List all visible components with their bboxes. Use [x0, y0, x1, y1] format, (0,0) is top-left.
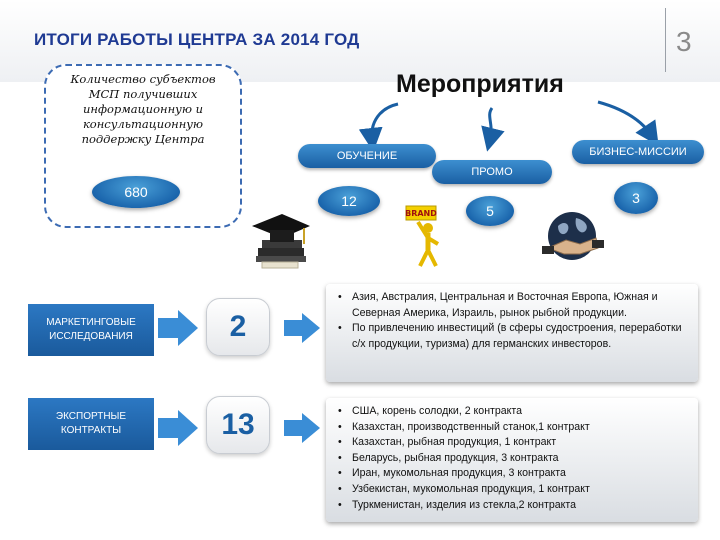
- marketing-research-box: [28, 304, 154, 356]
- export-contracts-label: ЭКСПОРТНЫЕ КОНТРАКТЫ: [55, 411, 127, 436]
- export-bullet-5: • Иран, мукомольная продукция, 3 контракта: [338, 466, 688, 482]
- marketing-research-panel: [326, 284, 698, 382]
- slide-number: 3: [676, 26, 692, 57]
- marketing-research-count: 2: [229, 310, 247, 343]
- marketing-bullet-1: • Азия, Австралия, Центральная и Восточная Европа, Южная и Северная Америка, Израиль, рынок рыбной продукции.: [338, 290, 688, 321]
- export-bullet-3: • Казахстан, рыбная продукция, 1 контракт: [338, 435, 688, 451]
- marketing-research-label: МАРКЕТИНГОВЫЕ ИССЛЕДОВАНИЯ: [46, 317, 136, 342]
- svg-text:BRAND: BRAND: [405, 209, 437, 218]
- page-title: ИТОГИ РАБОТЫ ЦЕНТРА ЗА 2014 ГОД: [34, 30, 360, 49]
- row2-right-arrow: [284, 413, 320, 443]
- promo-label: ПРОМО: [471, 166, 513, 178]
- export-bullet-6: • Узбекистан, мукомольная продукция, 1 контракт: [338, 482, 688, 498]
- training-label: ОБУЧЕНИЕ: [336, 150, 398, 162]
- export-bullet-1: • США, корень солодки, 2 контракта: [338, 404, 688, 420]
- marketing-research-count-box: [206, 298, 270, 356]
- events-title: Мероприятия: [396, 70, 564, 98]
- row2-left-arrow: [158, 410, 198, 446]
- export-contracts-box: [28, 398, 154, 450]
- missions-count: 3: [632, 190, 640, 206]
- export-contracts-count: 13: [221, 408, 255, 441]
- export-contracts-count-box: [206, 396, 270, 454]
- promo-count: 5: [486, 203, 494, 219]
- export-bullet-4: • Беларусь, рыбная продукция, 3 контракта: [338, 451, 688, 467]
- smb-count-value: 680: [124, 184, 148, 200]
- export-bullet-2: • Казахстан, производственный станок,1 контракт: [338, 420, 688, 436]
- row1-left-arrow: [158, 310, 198, 346]
- marketing-bullet-2: • По привлечению инвестиций (в сферы судостроения, переработки с/х продукции, туризма) для германских инвесторов.: [338, 321, 688, 352]
- row1-right-arrow: [284, 313, 320, 343]
- missions-label: БИЗНЕС-МИССИИ: [589, 146, 687, 158]
- export-bullet-7: • Туркменистан, изделия из стекла,2 контракта: [338, 498, 688, 514]
- training-count: 12: [341, 193, 357, 209]
- export-contracts-panel: [326, 398, 698, 522]
- smb-support-text: Количество субъектов МСП получивших информационную и консультационную поддержку Центра: [70, 72, 216, 146]
